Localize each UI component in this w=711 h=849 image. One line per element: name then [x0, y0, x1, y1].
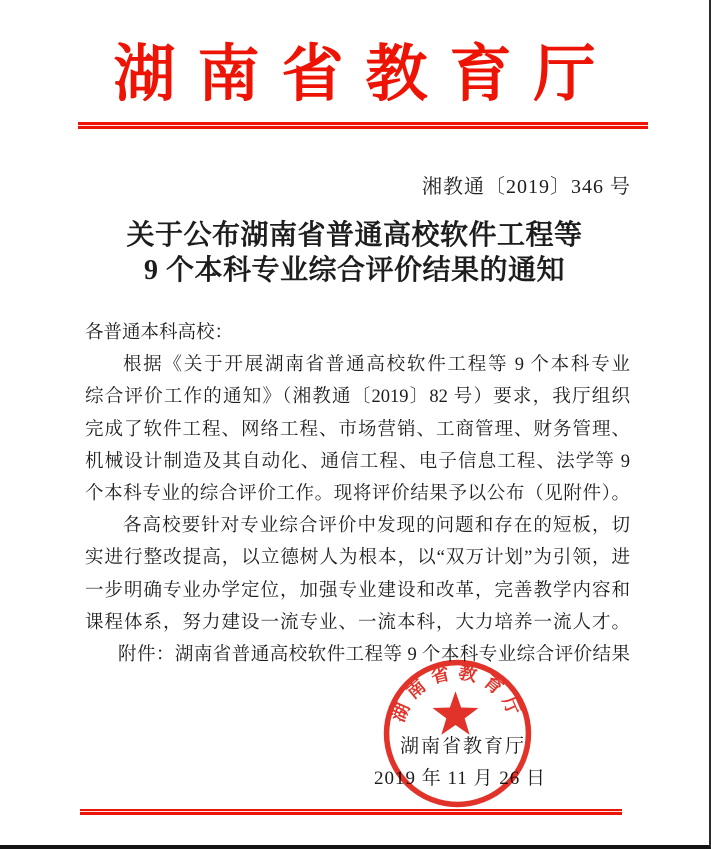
body-line: 完成了软件工程、网络工程、市场营销、工商管理、财务管理、 [85, 419, 630, 440]
body-line: 根据《关于开展湖南省普通高校软件工程等 9 个本科专业 [123, 355, 630, 376]
seal-curved-text: 湖南省教育厅 [388, 661, 527, 725]
signature-date: 2019 年 11 月 26 日 [373, 768, 547, 789]
title-line-1: 关于公布湖南省普通高校软件工程等 [126, 220, 583, 251]
body-line: 机械设计制造及其自动化、通信工程、电子信息工程、法学等 9 [85, 451, 630, 472]
seal-star-icon [433, 691, 479, 735]
body-line: 综合评价工作的通知》（湘教通〔2019〕82 号）要求，我厅组织 [85, 387, 630, 408]
body-line: 课程体系，努力建设一流专业、一流本科，大力培养一流人才。 [85, 612, 630, 633]
body-line: 个本科专业的综合评价工作。现将评价结果予以公布（见附件）。 [85, 483, 630, 504]
document-title [0, 218, 709, 288]
agency-letterhead: 湖南省教育厅 [113, 41, 618, 109]
official-seal [380, 654, 537, 811]
document-body [85, 317, 630, 671]
body-line: 一步明确专业办学定位，加强专业建设和改革，完善教学内容和 [85, 580, 630, 601]
salutation: 各普通本科高校： [85, 323, 234, 343]
title-line-2: 9 个本科专业综合评价结果的通知 [143, 255, 565, 286]
body-line: 各高校要针对专业综合评价中发现的问题和存在的短板，切 [123, 516, 630, 537]
attachment-line: 附件：湖南省普通高校软件工程等 9 个本科专业综合评价结果 [118, 644, 630, 665]
body-line: 实进行整改提高，以立德树人为根本，以“双万计划”为引领，进 [85, 548, 630, 569]
signature-agency: 湖南省教育厅 [399, 736, 526, 757]
footer-rule [80, 809, 622, 815]
letterhead-rule [78, 122, 648, 129]
document-number: 湘教通〔2019〕346 号 [422, 176, 631, 198]
